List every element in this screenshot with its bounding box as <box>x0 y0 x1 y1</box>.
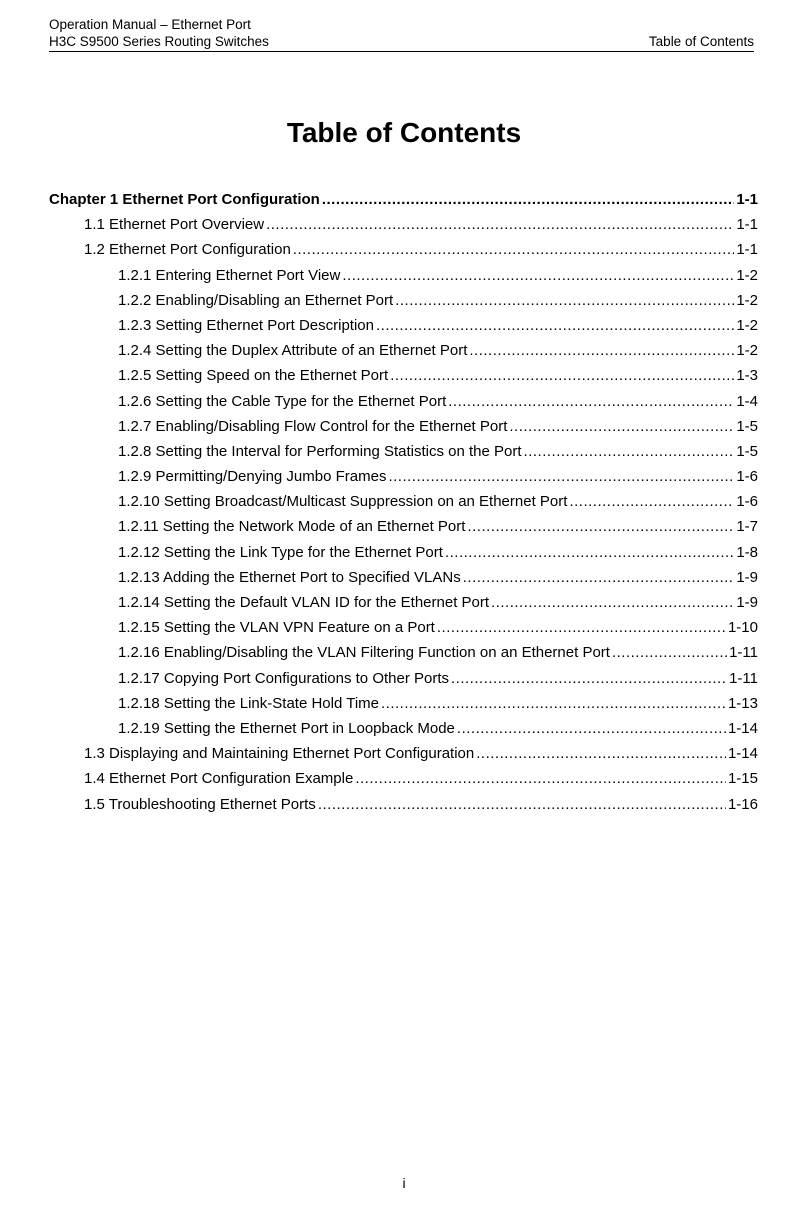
toc-entry[interactable] <box>49 187 758 212</box>
toc-dot-leader <box>266 212 734 237</box>
toc-entry-title: Chapter 1 Ethernet Port Configuration <box>49 191 320 208</box>
toc-entry[interactable] <box>49 439 758 464</box>
toc-dot-leader <box>390 363 734 388</box>
toc-entry-title: 1.2.12 Setting the Link Type for the Ethernet Port <box>118 543 443 561</box>
toc-entry[interactable] <box>49 640 758 665</box>
toc-dot-leader <box>451 666 727 691</box>
toc-entry[interactable] <box>49 288 758 313</box>
page-number: i <box>402 1175 406 1191</box>
toc-entry-page: 1-4 <box>736 392 758 410</box>
toc-entry-page: 1-2 <box>736 291 758 309</box>
toc-entry[interactable] <box>49 666 758 691</box>
toc-dot-leader <box>388 464 734 489</box>
toc-entry-page: 1-1 <box>736 216 758 234</box>
toc-entry-title: 1.2.16 Enabling/Disabling the VLAN Filtering Function on an Ethernet Port <box>118 644 610 662</box>
toc-dot-leader <box>612 640 727 665</box>
toc-entry-title: 1.2.9 Permitting/Denying Jumbo Frames <box>118 468 387 486</box>
toc-entry[interactable] <box>49 313 758 338</box>
toc-entry-page: 1-1 <box>736 241 758 259</box>
toc-dot-leader <box>376 313 734 338</box>
toc-dot-leader <box>463 565 735 590</box>
toc-dot-leader <box>322 187 734 212</box>
toc-entry-title: 1.2.2 Enabling/Disabling an Ethernet Port <box>118 291 394 309</box>
toc-entry-page: 1-9 <box>736 568 758 586</box>
toc-dot-leader <box>437 615 726 640</box>
toc-entry-title: 1.5 Troubleshooting Ethernet Ports <box>84 795 316 813</box>
toc-entry[interactable] <box>49 514 758 539</box>
toc-entry-title: 1.2.8 Setting the Interval for Performing Statistics on the Port <box>118 442 522 460</box>
toc-dot-leader <box>569 489 734 514</box>
toc-entry-title: 1.2.15 Setting the VLAN VPN Feature on a Port <box>118 619 435 637</box>
toc-entry-title: 1.2.10 Setting Broadcast/Multicast Suppression on an Ethernet Port <box>118 493 568 511</box>
toc-entry[interactable] <box>49 741 758 766</box>
toc-entry-page: 1-15 <box>727 770 758 788</box>
table-of-contents <box>49 187 758 817</box>
toc-entry-page: 1-10 <box>727 619 758 637</box>
toc-entry-page: 1-11 <box>729 669 758 687</box>
toc-dot-leader <box>445 540 734 565</box>
page-header <box>49 16 754 52</box>
page-title: Table of Contents <box>286 117 522 148</box>
toc-entry[interactable] <box>49 716 758 741</box>
toc-entry[interactable] <box>49 590 758 615</box>
toc-entry-page: 1-2 <box>736 342 758 360</box>
toc-entry[interactable] <box>49 766 758 791</box>
toc-dot-leader <box>381 691 726 716</box>
toc-dot-leader <box>469 338 734 363</box>
toc-entry-page: 1-8 <box>736 543 758 561</box>
toc-entry[interactable] <box>49 489 758 514</box>
toc-entry-page: 1-3 <box>736 367 758 385</box>
toc-entry-page: 1-9 <box>736 594 758 611</box>
header-product-name: H3C S9500 Series Routing Switches <box>49 34 269 49</box>
toc-entry-page: 1-6 <box>736 493 758 511</box>
toc-entry[interactable] <box>49 389 758 414</box>
toc-dot-leader <box>448 389 734 414</box>
toc-entry-page: 1-11 <box>729 644 758 662</box>
toc-entry[interactable] <box>49 464 758 489</box>
toc-entry-title: 1.2.4 Setting the Duplex Attribute of an Ethernet Port <box>118 342 468 360</box>
toc-entry[interactable] <box>49 263 758 288</box>
toc-entry-title: 1.2.13 Adding the Ethernet Port to Specified VLANs <box>118 568 461 586</box>
header-section-name: Table of Contents <box>648 34 754 49</box>
toc-entry-title: 1.4 Ethernet Port Configuration Example <box>84 770 354 788</box>
toc-entry-page: 1-16 <box>727 795 758 813</box>
toc-entry-page: 1-13 <box>727 694 758 712</box>
toc-dot-leader <box>395 288 734 313</box>
toc-entry-title: 1.2.14 Setting the Default VLAN ID for the Ethernet Port <box>118 594 490 611</box>
toc-entry-page: 1-6 <box>736 468 758 486</box>
toc-entry-page: 1-1 <box>736 191 758 208</box>
toc-entry-title: 1.1 Ethernet Port Overview <box>84 216 265 234</box>
toc-dot-leader <box>524 439 735 464</box>
toc-entry[interactable] <box>49 565 758 590</box>
toc-dot-leader <box>467 514 734 539</box>
toc-dot-leader <box>355 766 726 791</box>
toc-dot-leader <box>318 792 726 817</box>
toc-entry[interactable] <box>49 615 758 640</box>
toc-dot-leader <box>509 414 734 439</box>
toc-entry-title: 1.2.19 Setting the Ethernet Port in Loopback Mode <box>118 719 455 737</box>
toc-entry-title: 1.2.17 Copying Port Configurations to Other Ports <box>118 669 450 687</box>
toc-dot-leader <box>342 263 734 288</box>
toc-entry-page: 1-2 <box>736 266 758 284</box>
toc-entry-page: 1-5 <box>736 417 758 435</box>
toc-entry[interactable] <box>49 338 758 363</box>
toc-entry[interactable] <box>49 691 758 716</box>
toc-entry-page: 1-5 <box>736 442 758 460</box>
toc-dot-leader <box>491 590 734 615</box>
toc-entry-page: 1-7 <box>736 518 758 536</box>
toc-entry-page: 1-2 <box>736 316 758 334</box>
toc-dot-leader <box>293 237 735 262</box>
toc-entry-title: 1.2.1 Entering Ethernet Port View <box>118 266 341 284</box>
toc-entry[interactable] <box>49 414 758 439</box>
header-manual-title: Operation Manual – Ethernet Port <box>49 17 251 32</box>
toc-entry[interactable] <box>49 792 758 817</box>
toc-entry-title: 1.2.11 Setting the Network Mode of an Ethernet Port <box>118 518 466 536</box>
toc-entry-title: 1.2 Ethernet Port Configuration <box>84 241 291 259</box>
toc-entry-title: 1.2.3 Setting Ethernet Port Description <box>118 316 374 334</box>
toc-entry[interactable] <box>49 540 758 565</box>
toc-entry-page: 1-14 <box>727 719 758 737</box>
toc-entry-title: 1.2.18 Setting the Link-State Hold Time <box>118 694 379 712</box>
toc-entry[interactable] <box>49 237 758 262</box>
toc-dot-leader <box>476 741 726 766</box>
toc-entry[interactable] <box>49 212 758 237</box>
toc-entry-title: 1.2.5 Setting Speed on the Ethernet Port <box>118 367 389 385</box>
toc-entry-title: 1.2.7 Enabling/Disabling Flow Control for the Ethernet Port <box>118 417 508 435</box>
toc-entry-title: 1.2.6 Setting the Cable Type for the Ethernet Port <box>118 392 447 410</box>
toc-entry[interactable] <box>49 363 758 388</box>
toc-dot-leader <box>457 716 726 741</box>
toc-entry-page: 1-14 <box>727 745 758 763</box>
toc-entry-title: 1.3 Displaying and Maintaining Ethernet Port Configuration <box>84 745 475 763</box>
